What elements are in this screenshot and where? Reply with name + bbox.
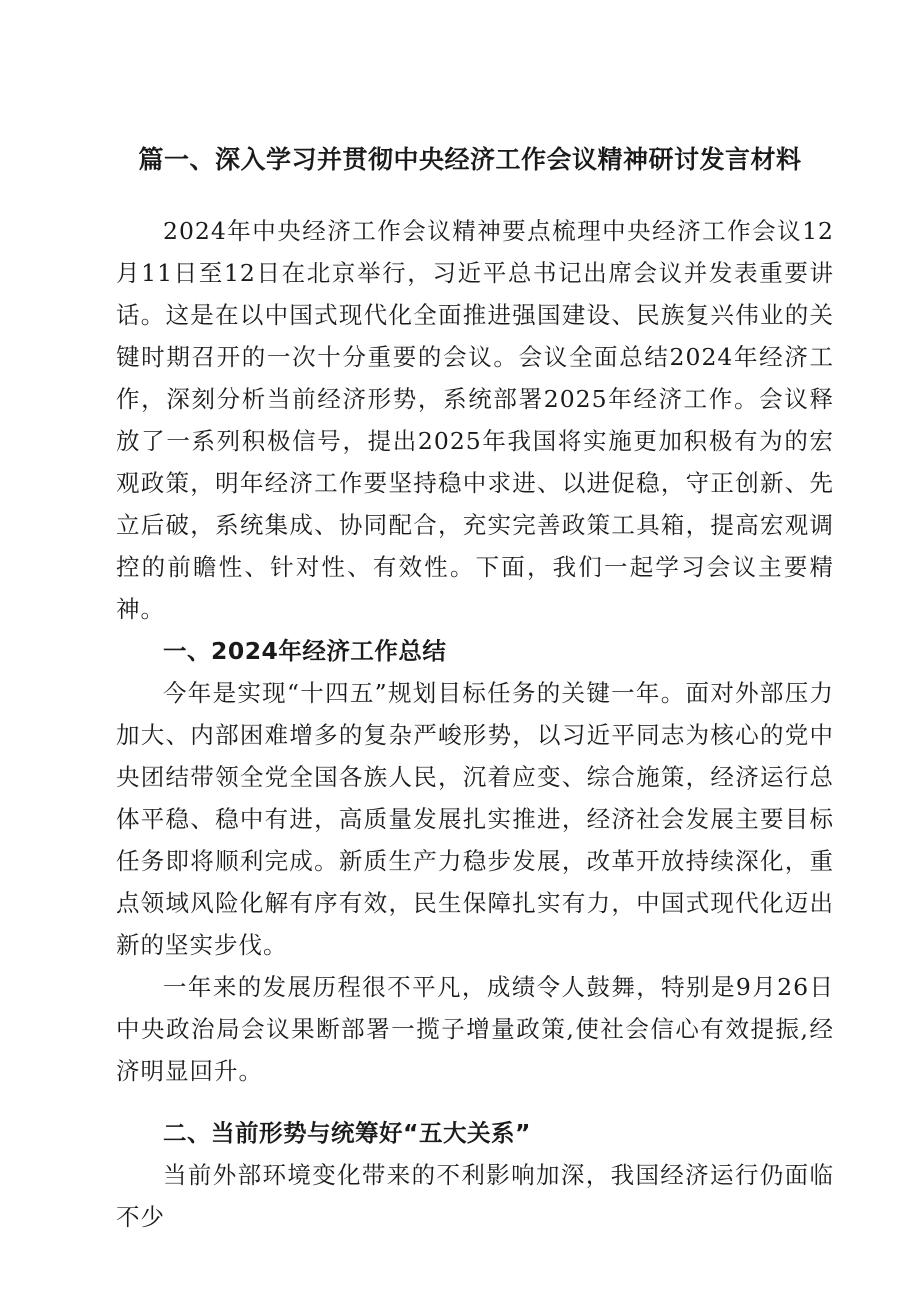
section1-paragraph-1: 今年是实现“十四五”规划目标任务的关键一年。面对外部压力加大、内部困难增多的复杂严峻形势，以习近平同志为核心的党中央团结带领全党全国各族人民，沉着应变、综合施策，经济运行总体平稳、稳中有进，高质量发展扎实推进，经济社会发展主要目标任务即将顺利完成。新质生产力稳步发展，改革开放持续深化，重点领域风险化解有序有效，民生保障扎实有力，中国式现代化迈出新的坚实步伐。 [116,679,834,959]
section-heading-1: 一、2024年经济工作总结 [163,637,447,665]
section1-paragraph-2: 一年来的发展历程很不平凡，成绩令人鼓舞，特别是9月26日中央政治局会议果断部署一揽子增量政策,使社会信心有效提振,经济明显回升。 [116,973,834,1085]
document-title: 篇一、深入学习并贯彻中央经济工作会议精神研讨发言材料 [138,145,802,174]
intro-paragraph: 2024年中央经济工作会议精神要点梳理中央经济工作会议12月11日至12日在北京举行，习近平总书记出席会议并发表重要讲话。这是在以中国式现代化全面推进强国建设、民族复兴伟业的关键时期召开的一次十分重要的会议。会议全面总结2024年经济工作，深刻分析当前经济形势，系统部署2025年经济工作。会议释放了一系列积极信号，提出2025年我国将实施更加积极有为的宏观政策，明年经济工作要坚持稳中求进、以进促稳，守正创新、先立后破，系统集成、协同配合，充实完善政策工具箱，提高宏观调控的前瞻性、针对性、有效性。下面，我们一起学习会议主要精神。 [116,217,834,623]
section-heading-2: 二、当前形势与统筹好“五大关系” [163,1119,531,1147]
section-gap [116,1092,834,1112]
section2-paragraph-1: 当前外部环境变化带来的不利影响加深，我国经济运行仍面临不少 [116,1161,834,1231]
